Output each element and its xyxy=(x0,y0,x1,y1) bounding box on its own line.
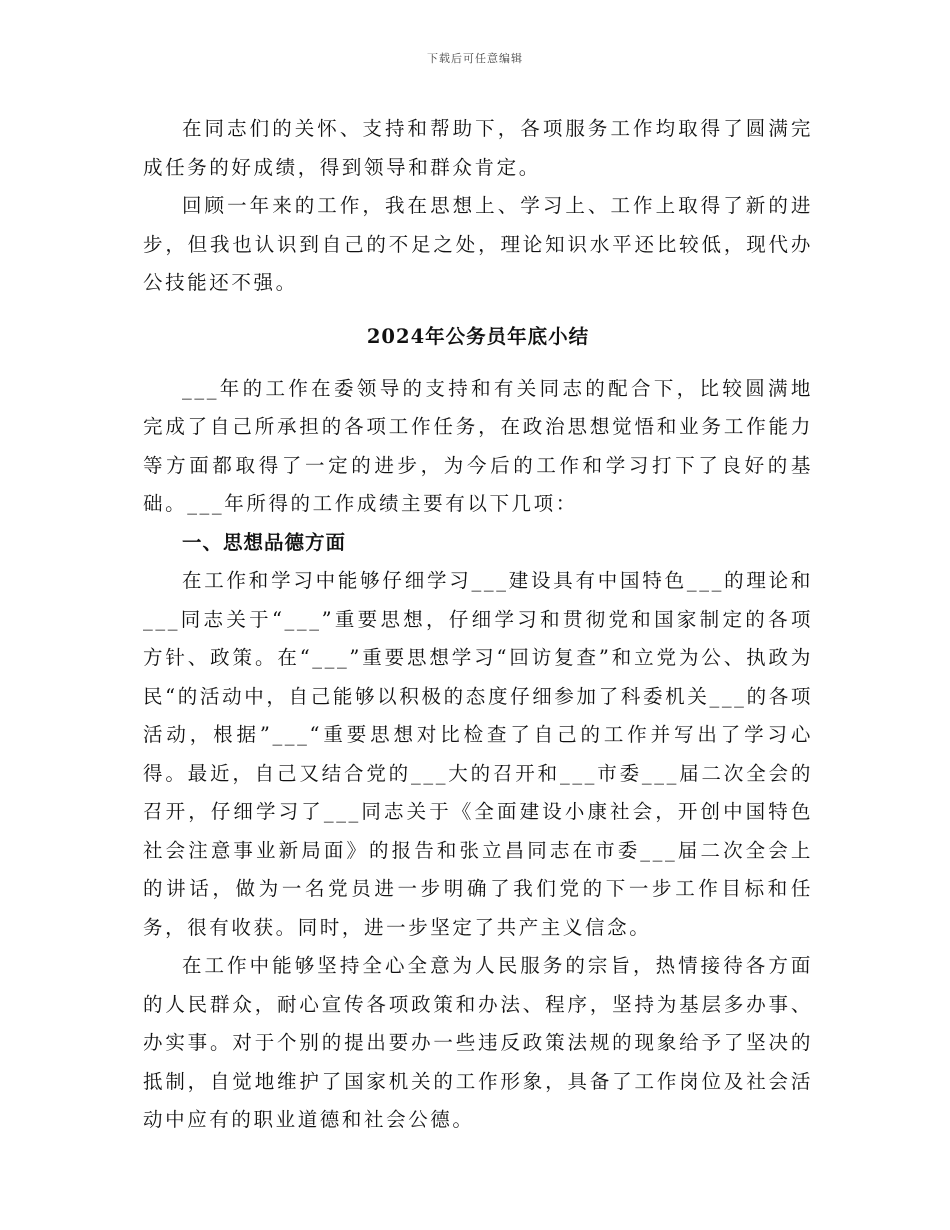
intro-paragraph-2: 回顾一年来的工作，我在思想上、学习上、工作上取得了新的进步，但我也认识到自己的不足之处，理论知识水平还比较低，现代办公技能还不强。 xyxy=(143,194,813,294)
opening-paragraph: ___年的工作在委领导的支持和有关同志的配合下，比较圆满地完成了自己所承担的各项工作任务，在政治思想觉悟和业务工作能力等方面都取得了一定的进步，为今后的工作和学习打下了良好的基础。___年所得的工作成绩主要有以下几项： xyxy=(143,376,813,515)
section-heading: 一、思想品德方面 xyxy=(182,530,347,554)
document-body xyxy=(143,110,813,1140)
intro-paragraph-1: 在同志们的关怀、支持和帮助下，各项服务工作均取得了圆满完成任务的好成绩，得到领导和群众肯定。 xyxy=(143,117,813,179)
section-paragraph-2: 在工作中能够坚持全心全意为人民服务的宗旨，热情接待各方面的人民群众，耐心宣传各项政策和办法、程序，坚持为基层多办事、办实事。对于个别的提出要办一些违反政策法规的现象给予了坚决的抵制，自觉地维护了国家机关的工作形象，具备了工作岗位及社会活动中应有的职业道德和社会公德。 xyxy=(143,954,813,1131)
page-header: 下载后可任意编辑 xyxy=(427,52,523,65)
document-title: 2024年公务员年底小结 xyxy=(366,324,590,348)
section-paragraph-1: 在工作和学习中能够仔细学习___建设具有中国特色___的理论和___同志关于“___”重要思想，仔细学习和贯彻党和国家制定的各项方针、政策。在“___”重要思想学习“回访复查”和立党为公、执政为民“的活动中，自己能够以积极的态度仔细参加了科委机关___的各项活动，根据”___“重要思想对比检查了自己的工作并写出了学习心得。最近，自己又结合党的___大的召开和___市委___届二次全会的召开，仔细学习了___同志关于《全面建设小康社会，开创中国特色社会注意事业新局面》的报告和张立昌同志在市委___届二次全会上的讲话，做为一名党员进一步明确了我们党的下一步工作目标和任务，很有收获。同时，进一步坚定了共产主义信念。 xyxy=(143,569,813,939)
